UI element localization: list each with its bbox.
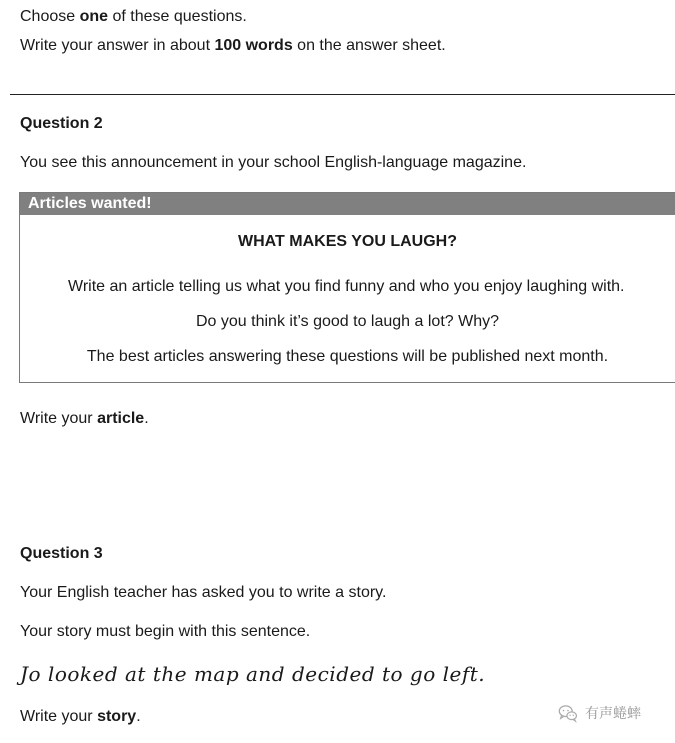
story-opening-sentence: Jo looked at the map and decided to go left.: [20, 662, 486, 686]
question-3-heading: Question 3: [20, 545, 103, 562]
instruction-choose-post: of these questions.: [108, 8, 247, 25]
question-2-heading: Question 2: [20, 115, 103, 132]
announcement-line-1: Write an article telling us what you find funny and who you enjoy laughing with.: [68, 278, 625, 295]
question-2-task-post: .: [144, 410, 149, 427]
announcement-line-3: The best articles answering these questions will be published next month.: [86, 348, 609, 365]
announcement-box: [19, 192, 675, 383]
section-divider: [10, 94, 675, 95]
question-3-instruction: Your story must begin with this sentence.: [20, 623, 311, 640]
announcement-title: WHAT MAKES YOU LAUGH?: [238, 233, 457, 250]
question-2-task-bold: article: [97, 410, 145, 427]
watermark-text: 有声蜷蟀: [585, 705, 641, 721]
question-2-intro: You see this announcement in your school English-language magazine.: [20, 154, 527, 171]
question-3-intro: Your English teacher has asked you to write a story.: [20, 584, 387, 601]
question-2-task: [20, 410, 149, 428]
question-3-task: [20, 708, 141, 726]
question-3-task-bold: story: [97, 708, 137, 725]
instruction-choose-pre: Choose: [20, 8, 80, 25]
instruction-length-pre: Write your answer in about: [20, 37, 215, 54]
question-3-task-post: .: [136, 708, 141, 725]
instruction-choose-bold: one: [79, 8, 109, 25]
instruction-length-post: on the answer sheet.: [292, 37, 446, 54]
watermark: [557, 702, 641, 724]
instruction-choose-line: [20, 8, 247, 26]
announcement-line-2: Do you think it’s good to laugh a lot? Why?: [196, 313, 499, 330]
announcement-header-text: Articles wanted!: [28, 195, 152, 212]
instruction-length-line: [20, 37, 446, 55]
question-2-task-pre: Write your: [20, 410, 98, 427]
instruction-length-bold: 100 words: [214, 37, 293, 54]
wechat-icon: [557, 702, 579, 724]
question-3-task-pre: Write your: [20, 708, 98, 725]
announcement-header-bar: [20, 193, 675, 215]
